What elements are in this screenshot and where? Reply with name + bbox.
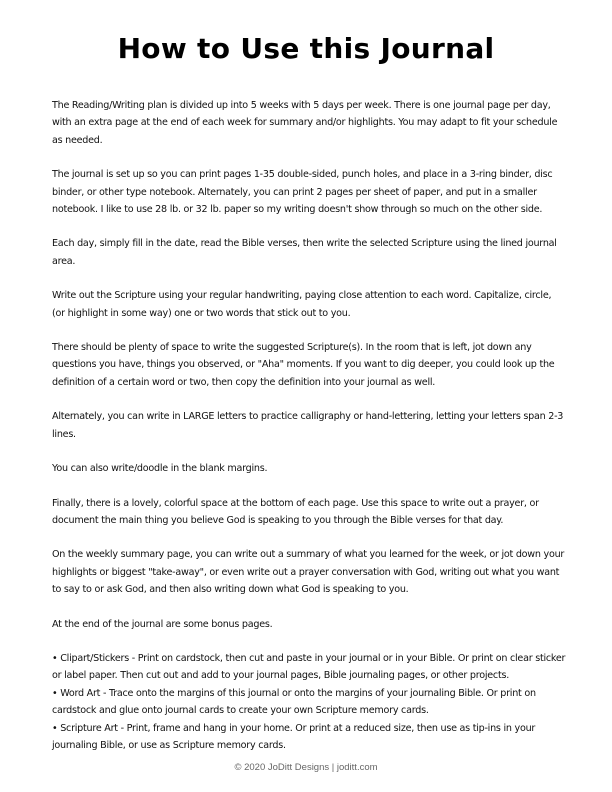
paragraph-weekly-summary: On the weekly summary page, you can write out a summary of what you learned for the week, or jot down your highlights or biggest "take-away", or even write out a prayer conversation with God, writing out what you want to say to or ask God, and then also writing down what God is speaking to you.: [52, 549, 565, 596]
paragraph-handwriting: Write out the Scripture using your regular handwriting, paying close attention to each word. Capitalize, circle, (or highlight in some way) one or two words that stick out to you.: [52, 290, 552, 319]
paragraph-calligraphy: Alternately, you can write in LARGE letters to practice calligraphy or hand-lettering, letting your letters span 2-3 lines.: [52, 411, 564, 440]
paragraph-reading-plan: The Reading/Writing plan is divided up into 5 weeks with 5 days per week. There is one journal page per day, with an extra page at the end of each week for summary and/or highlights. You may adapt to fit your schedule as needed.: [52, 100, 558, 146]
paragraph-prayer-space: Finally, there is a lovely, colorful space at the bottom of each page. Use this space to write out a prayer, or document the main thing you believe God is speaking to you through the Bible verses for that day.: [52, 497, 539, 526]
instructions-body: [52, 97, 566, 754]
page-footer: © 2020 JoDitt Designs | joditt.com: [234, 762, 378, 773]
paragraph-margins: You can also write/doodle in the blank margins.: [52, 463, 268, 475]
bonus-list: [52, 650, 566, 754]
bonus-item-word-art: • Word Art - Trace onto the margins of this journal or onto the margins of your journaling Bible. Or print on cardstock and glue onto journal cards to create your own Scripture memory cards.: [52, 687, 536, 717]
paragraph-extra-space: There should be plenty of space to write the suggested Scripture(s). In the room that is left, jot down any questions you have, things you observed, or "Aha" moments. If you want to dig deeper, you could look up the definition of a certain word or two, then copy the definition into your journal as well.: [52, 342, 555, 388]
bonus-item-scripture-art: • Scripture Art - Print, frame and hang in your home. Or print at a reduced size, then use as tip-ins in your journaling Bible, or use as Scripture memory cards.: [52, 722, 536, 751]
paragraph-daily-steps: Each day, simply fill in the date, read the Bible verses, then write the selected Scripture using the lined journal area.: [52, 238, 557, 267]
bonus-item-clipart: • Clipart/Stickers - Print on cardstock, then cut and paste in your journal or in your Bible. Or print on clear sticker or label paper. Then cut out and add to your journal pages, Bible journaling pages, or other projects.: [52, 652, 566, 682]
paragraph-bonus-pages: At the end of the journal are some bonus pages.: [52, 618, 273, 630]
page-title: How to Use this Journal: [117, 32, 495, 65]
paragraph-printing: The journal is set up so you can print pages 1-35 double-sided, punch holes, and place in a 3-ring binder, disc binder, or other type notebook. Alternately, you can print 2 pages per sheet of paper, and put in a smaller notebook. I like to use 28 lb. or 32 lb. paper so my writing doesn't show through so much on the other side.: [52, 169, 553, 216]
